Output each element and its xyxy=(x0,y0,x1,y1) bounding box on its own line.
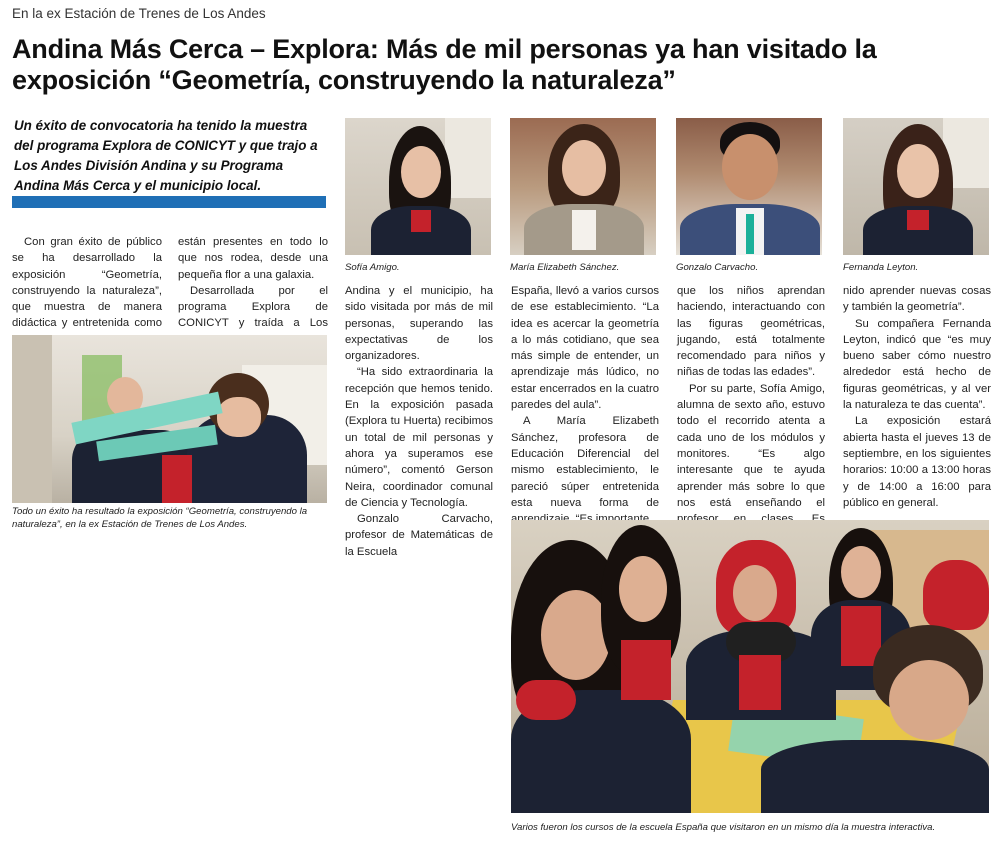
body-column-4 xyxy=(511,283,659,527)
paragraph: nido aprender nuevas cosas y también la geometría”. xyxy=(843,285,991,314)
body-column-6 xyxy=(843,283,991,511)
paragraph: Andina y el municipio, ha sido visitada por más de mil personas, superando las expectativas de los organizadores. xyxy=(345,285,493,363)
paragraph: España, llevó a varios cursos de ese establecimiento. “La idea es acercar la geometría a lo más cotidiano, que sea más simple de entender, un aprendizaje más lúdico, no estar encerrados en la cuatro paredes del aula”. xyxy=(511,285,659,412)
headline: Andina Más Cerca – Explora: Más de mil personas ya han visitado la exposición “Geometría, construyendo la naturaleza” xyxy=(12,34,877,95)
paragraph: Por su parte, Sofía Amigo, alumna de sexto año, estuvo todo el recorrido atenta a cada uno de los módulos y monitores. “Es algo interesante que te ayuda aprender más sobre lo que nos está enseñando el xyxy=(677,382,825,509)
students-table-photo xyxy=(511,520,989,813)
portrait-gonzalo-carvacho xyxy=(676,118,822,255)
photo-caption: Varios fueron los cursos de la escuela España que visitaron en un mismo día la muestra interactiva. xyxy=(511,822,936,833)
portrait-caption: Fernanda Leyton. xyxy=(843,262,919,273)
paragraph: La exposición estará abierta hasta el jueves 13 de septiembre, en los siguientes horarios: 10:00 a 13:00 horas y de 14:00 a 16:00 para público en general. xyxy=(843,415,991,509)
lead-paragraph: Un éxito de convocatoria ha tenido la muestra del programa Explora de CONICYT y que trajo a Los Andes División Andina y su Programa Andina Más Cerca y el municipio local. xyxy=(14,118,318,193)
portrait-caption: Sofía Amigo. xyxy=(345,262,400,273)
body-column-5 xyxy=(677,283,825,544)
paragraph: A María Elizabeth Sánchez, profesora de Educación Diferencial del mismo establecimiento, le pareció súper entretenida esta nueva forma de xyxy=(511,415,659,509)
accent-bar xyxy=(12,196,326,208)
portrait-caption: María Elizabeth Sánchez. xyxy=(510,262,620,273)
paragraph: Desarrollada por el programa Explora de CONICYT y traída a Los xyxy=(178,284,328,330)
paragraph: Con gran éxito de público se ha desarrollado la exposición “Geometría, construyendo la naturaleza”, que muestra de manera didáctica y entretenida como xyxy=(12,236,162,330)
paragraph: Su compañera Fernanda Leyton, indicó que “es muy bueno saber cómo nuestro alrededor está hecho de figuras geométricas, y al ver la naturaleza te das cuenta”. xyxy=(843,317,991,412)
paragraph: están presentes en todo lo que nos rodea, desde una pequeña flor a una galaxia. xyxy=(178,236,328,281)
paragraph: “Ha sido extraordinaria la recepción que hemos tenido. En la exposición pasada (Explora tu Huerta) recibimos un total de mil personas y ahora ya superamos ese número”, comentó Gerson Neira, coordinador comunal de Ciencia y Tecnología. xyxy=(345,366,493,509)
photo-caption: Todo un éxito ha resultado la exposición “Geometría, construyendo la naturaleza”, en la ex Estación de Trenes de Los Andes. xyxy=(12,506,308,530)
portrait-fernanda-leyton xyxy=(843,118,989,255)
body-column-2 xyxy=(178,234,328,348)
kicker: En la ex Estación de Trenes de Los Andes xyxy=(12,6,266,21)
body-column-3 xyxy=(345,283,493,560)
exhibition-photo xyxy=(12,335,327,503)
paragraph: Gonzalo Carvacho, profesor de Matemáticas de la Escuela xyxy=(345,513,493,558)
body-column-1 xyxy=(12,234,162,348)
portrait-sofia-amigo xyxy=(345,118,491,255)
portrait-maria-elizabeth-sanchez xyxy=(510,118,656,255)
paragraph: que los niños aprendan haciendo, interactuando con las figuras geométricas, jugando, está totalmente recomendado para niños y niñas de todas las edades”. xyxy=(677,285,825,379)
portrait-caption: Gonzalo Carvacho. xyxy=(676,262,759,273)
